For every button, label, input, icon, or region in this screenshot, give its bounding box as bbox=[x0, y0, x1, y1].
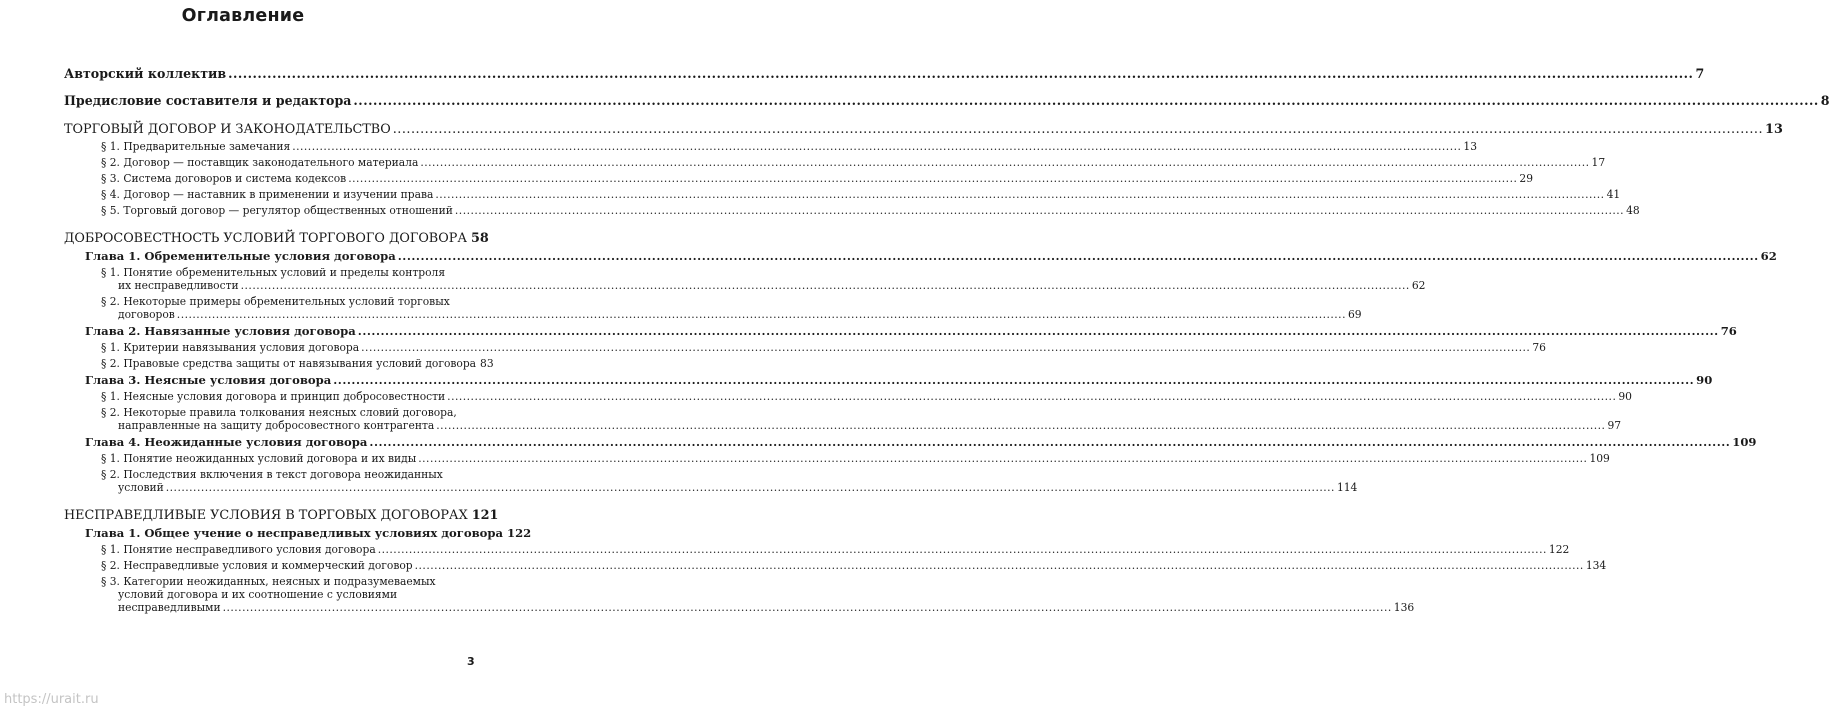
dot-leader: ............................................................................................................................................................................................................................................................................................................ bbox=[222, 601, 1392, 614]
dot-leader: ............................................................................................................................................................................................................................................................................................................ bbox=[377, 543, 1547, 556]
toc-part-1[interactable]: ТОРГОВЫЙ ДОГОВОР И ЗАКОНОДАТЕЛЬСТВО ............................................................................................................................................................................................................................................................................................................ 13 bbox=[64, 122, 1783, 137]
dot-leader: ............................................................................................................................................................................................................................................................................................................ bbox=[353, 93, 1819, 108]
toc-chapter[interactable]: Глава 3. Неясные условия договора ............................................................................................................................................................................................................................................................................................................ 90 bbox=[85, 373, 1713, 387]
dot-leader: ............................................................................................................................................................................................................................................................................................................ bbox=[240, 279, 1410, 292]
toc-chapter[interactable]: Глава 1. Общее учение о несправедливых условиях договора 122 bbox=[85, 526, 532, 540]
toc-part-3[interactable]: НЕСПРАВЕДЛИВЫЕ УСЛОВИЯ В ТОРГОВЫХ ДОГОВОРАХ 121 bbox=[64, 508, 499, 523]
dot-leader: ............................................................................................................................................................................................................................................................................................................ bbox=[176, 308, 1346, 321]
dot-leader: ............................................................................................................................................................................................................................................................................................................ bbox=[435, 188, 1605, 201]
dot-leader: ............................................................................................................................................................................................................................................................................................................ bbox=[333, 373, 1695, 387]
dot-leader: ............................................................................................................................................................................................................................................................................................................ bbox=[228, 66, 1694, 81]
toc-chapter[interactable]: Глава 4. Неожиданные условия договора ............................................................................................................................................................................................................................................................................................................ 109 bbox=[85, 435, 1757, 449]
dot-leader: ............................................................................................................................................................................................................................................................................................................ bbox=[414, 559, 1584, 572]
page-title: Оглавление bbox=[181, 6, 305, 26]
toc-part-2[interactable]: ДОБРОСОВЕСТНОСТЬ УСЛОВИЙ ТОРГОВОГО ДОГОВОРА 58 bbox=[64, 231, 489, 246]
page-number: 3 bbox=[467, 655, 475, 668]
dot-leader: ............................................................................................................................................................................................................................................................................................................ bbox=[418, 452, 1588, 465]
toc-entry-authors[interactable]: Авторский коллектив ............................................................................................................................................................................................................................................................................................................ 7 bbox=[64, 66, 1705, 81]
dot-leader: ............................................................................................................................................................................................................................................................................................................ bbox=[165, 481, 1335, 494]
toc-section[interactable]: § 2. Последствия включения в текст договора неожиданных условий ............................................................................................................................................................................................................................................................................................................ 114 bbox=[101, 468, 1358, 494]
dot-leader: ............................................................................................................................................................................................................................................................................................................ bbox=[369, 435, 1731, 449]
toc-section[interactable]: § 1. Понятие обременительных условий и пределы контроля их несправедливости ............................................................................................................................................................................................................................................................................................................ 62 bbox=[101, 266, 1426, 292]
toc-section[interactable]: § 4. Договор — наставник в применении и изучении права ............................................................................................................................................................................................................................................................................................................ 41 bbox=[101, 188, 1621, 201]
toc-section[interactable]: § 1. Понятие несправедливого условия договора ............................................................................................................................................................................................................................................................................................................ 122 bbox=[101, 543, 1570, 556]
toc-section[interactable]: § 1. Критерии навязывания условия договора ............................................................................................................................................................................................................................................................................................................ 76 bbox=[101, 341, 1546, 354]
watermark-url: https://urait.ru bbox=[4, 692, 99, 707]
toc-section[interactable]: § 2. Правовые средства защиты от навязывания условий договора 83 bbox=[101, 357, 494, 370]
dot-leader: ............................................................................................................................................................................................................................................................................................................ bbox=[392, 122, 1764, 137]
toc-section[interactable]: § 3. Категории неожиданных, неясных и подразумеваемых условий договора и их соотношение с условиями несправедливыми ............................................................................................................................................................................................................................................................................................................ 136 bbox=[101, 575, 1415, 614]
toc-section[interactable]: § 2. Договор — поставщик законодательного материала ............................................................................................................................................................................................................................................................................................................ 17 bbox=[101, 156, 1606, 169]
dot-leader: ............................................................................................................................................................................................................................................................................................................ bbox=[348, 172, 1518, 185]
dot-leader: ............................................................................................................................................................................................................................................................................................................ bbox=[361, 341, 1531, 354]
toc-section[interactable]: § 2. Несправедливые условия и коммерческий договор ............................................................................................................................................................................................................................................................................................................ 134 bbox=[101, 559, 1607, 572]
dot-leader: ............................................................................................................................................................................................................................................................................................................ bbox=[292, 140, 1462, 153]
toc-chapter[interactable]: Глава 2. Навязанные условия договора ............................................................................................................................................................................................................................................................................................................ 76 bbox=[85, 324, 1737, 338]
dot-leader: ............................................................................................................................................................................................................................................................................................................ bbox=[454, 204, 1625, 217]
toc-section[interactable]: § 1. Неясные условия договора и принцип добросовестности ............................................................................................................................................................................................................................................................................................................ 90 bbox=[101, 390, 1632, 403]
dot-leader: ............................................................................................................................................................................................................................................................................................................ bbox=[397, 249, 1759, 263]
table-of-contents bbox=[64, 66, 1830, 614]
dot-leader: ............................................................................................................................................................................................................................................................................................................ bbox=[447, 390, 1617, 403]
dot-leader: ............................................................................................................................................................................................................................................................................................................ bbox=[420, 156, 1590, 169]
toc-section[interactable]: § 2. Некоторые правила толкования неясных словий договора, направленные на защиту добросовестного контрагента ............................................................................................................................................................................................................................................................................................................ 97 bbox=[101, 406, 1622, 432]
dot-leader: ............................................................................................................................................................................................................................................................................................................ bbox=[436, 419, 1606, 432]
toc-section[interactable]: § 3. Система договоров и система кодексов ............................................................................................................................................................................................................................................................................................................ 29 bbox=[101, 172, 1533, 185]
toc-section[interactable]: § 5. Торговый договор — регулятор общественных отношений ............................................................................................................................................................................................................................................................................................................ 48 bbox=[101, 204, 1640, 217]
toc-section[interactable]: § 1. Предварительные замечания ............................................................................................................................................................................................................................................................................................................ 13 bbox=[101, 140, 1478, 153]
dot-leader: ............................................................................................................................................................................................................................................................................................................ bbox=[357, 324, 1719, 338]
toc-section[interactable]: § 2. Некоторые примеры обременительных условий торговых договоров ............................................................................................................................................................................................................................................................................................................ 69 bbox=[101, 295, 1362, 321]
toc-section[interactable]: § 1. Понятие неожиданных условий договора и их виды ............................................................................................................................................................................................................................................................................................................ 109 bbox=[101, 452, 1610, 465]
toc-chapter[interactable]: Глава 1. Обременительные условия договора ............................................................................................................................................................................................................................................................................................................ 62 bbox=[85, 249, 1777, 263]
toc-entry-preface[interactable]: Предисловие составителя и редактора ............................................................................................................................................................................................................................................................................................................ 8 bbox=[64, 93, 1830, 108]
